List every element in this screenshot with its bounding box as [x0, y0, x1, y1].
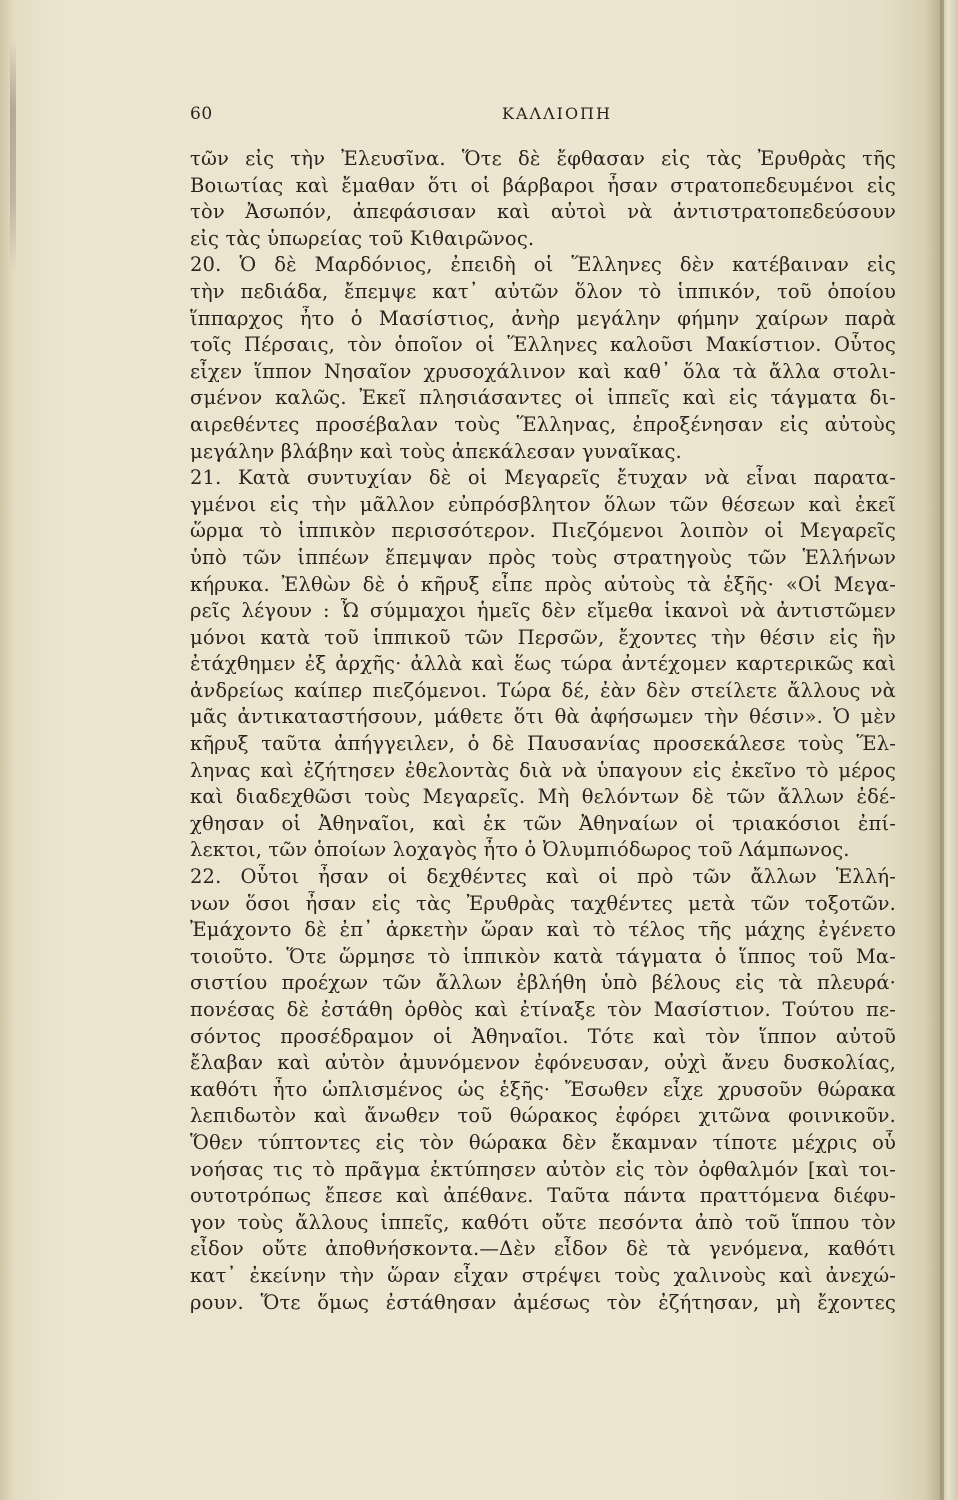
text-line: 22. Οὗτοι ἦσαν οἱ δεχθέντες καὶ οἱ πρὸ τῶν ἄλλων Ἑλλή- [190, 865, 896, 889]
text-line: τὸν Ἀσωπόν, ἀπεφάσισαν καὶ αὐτοὶ νὰ ἀντιστρατοπεδεύσουν [190, 200, 896, 224]
text-line: ἀνδρείως καίπερ πιεζόμενοι. Τώρα δέ, ἐὰν δὲν στείλετε ἄλλους νὰ [190, 678, 896, 702]
page-header [190, 104, 890, 132]
text-line: σόντος προσέδραμον οἱ Ἀθηναῖοι. Τότε καὶ τὸν ἵππον αὐτοῦ [190, 1024, 896, 1048]
text-line: 21. Κατὰ συντυχίαν δὲ οἱ Μεγαρεῖς ἔτυχαν νὰ εἶναι παρατα- [190, 466, 896, 490]
text-line: καθότι ἦτο ὡπλισμένος ὡς ἑξῆς· Ἔσωθεν εἶχε χρυσοῦν θώρακα [190, 1077, 896, 1101]
text-line: τοιοῦτο. Ὅτε ὥρμησε τὸ ἱππικὸν κατὰ τάγματα ὁ ἵππος τοῦ Μα- [190, 944, 896, 968]
text-line: κήρυκα. Ἐλθὼν δὲ ὁ κῆρυξ εἶπε πρὸς αὐτοὺς τὰ ἑξῆς· «Οἱ Μεγα- [190, 572, 896, 596]
running-title: ΚΑΛΛΙΟΠΗ [502, 104, 612, 123]
text-line: γμένοι εἰς τὴν μᾶλλον εὐπρόσβλητον ὅλων τῶν θέσεων καὶ ἐκεῖ [190, 492, 896, 516]
text-line: χθησαν οἱ Ἀθηναῖοι, καὶ ἐκ τῶν Ἀθηναίων οἱ τριακόσιοι ἐπί- [190, 811, 896, 835]
text-line: τῶν εἰς τὴν Ἐλευσῖνα. Ὅτε δὲ ἔφθασαν εἰς τὰς Ἐρυθρὰς τῆς [190, 147, 896, 170]
text-line: σιστίου προέχων τῶν ἄλλων ἐβλήθη ὑπὸ βέλους εἰς τὰ πλευρά· [190, 971, 896, 995]
text-line: κῆρυξ ταῦτα ἀπήγγειλεν, ὁ δὲ Παυσανίας προσεκάλεσε τοὺς Ἕλ- [190, 732, 896, 756]
text-line: εἶδον οὔτε ἀποθνήσκοντα.—Δὲν εἶδον δὲ τὰ γενόμενα, καθότι [190, 1237, 896, 1261]
text-line: 20. Ὁ δὲ Μαρδόνιος, ἐπειδὴ οἱ Ἕλληνες δὲν κατέβαιναν εἰς [190, 253, 896, 277]
text-line: λεπιδωτὸν καὶ ἄνωθεν τοῦ θώρακος ἐφόρει χιτῶνα φοινικοῦν. [190, 1104, 896, 1128]
text-line: εἰς τὰς ὑπωρείας τοῦ Κιθαιρῶνος. [190, 226, 535, 250]
text-line: ὑπὸ τῶν ἱππέων ἔπεμψαν πρὸς τοὺς στρατηγοὺς τῶν Ἑλλήνων [190, 545, 896, 569]
binding-edge [940, 0, 944, 1500]
text-line: γον τοὺς ἄλλους ἱππεῖς, καθότι οὔτε πεσόντα ἀπὸ τοῦ ἵππου τὸν [190, 1210, 896, 1234]
text-line: εἶχεν ἵππον Νησαῖον χρυσοχάλινον καὶ καθ᾽ ὅλα τὰ ἄλλα στολι- [190, 359, 896, 383]
text-line: μόνοι κατὰ τοῦ ἱππικοῦ τῶν Περσῶν, ἔχοντες τὴν θέσιν εἰς ἣν [190, 625, 896, 649]
text-line: μᾶς ἀντικαταστήσουν, μάθετε ὅτι θὰ ἀφήσωμεν τὴν θέσιν». Ὁ μὲν [190, 705, 896, 729]
text-line: ρουν. Ὅτε ὅμως ἐστάθησαν ἀμέσως τὸν ἐζήτησαν, μὴ ἔχοντες [190, 1290, 896, 1314]
text-line: ρεῖς λέγουν : Ὦ σύμμαχοι ἡμεῖς δὲν εἴμεθα ἱκανοὶ νὰ ἀντιστῶμεν [190, 599, 896, 623]
text-line: ουτοτρόπως ἔπεσε καὶ ἀπέθανε. Ταῦτα πάντα πραττόμενα διέφυ- [190, 1184, 896, 1208]
text-line: ὥρμα τὸ ἱππικὸν περισσότερον. Πιεζόμενοι λοιπὸν οἱ Μεγαρεῖς [190, 519, 896, 543]
body-text [190, 146, 896, 1326]
text-line: τοῖς Πέρσαις, τὸν ὁποῖον οἱ Ἕλληνες καλοῦσι Μακίστιον. Οὗτος [190, 333, 896, 357]
text-line: Ἐμάχοντο δὲ ἐπ᾽ ἀρκετὴν ὥραν καὶ τὸ τέλος τῆς μάχης ἐγένετο [190, 918, 896, 942]
text-line: Βοιωτίας καὶ ἔμαθαν ὅτι οἱ βάρβαροι ἦσαν στρατοπεδευμένοι εἰς [190, 173, 896, 197]
text-line: σμένον καλῶς. Ἐκεῖ πλησιάσαντες οἱ ἱππεῖς καὶ εἰς τάγματα δι- [190, 386, 896, 410]
text-line: κατ᾽ ἐκείνην τὴν ὥραν εἶχαν στρέψει τοὺς χαλινοὺς καὶ ἀνεχώ- [190, 1263, 896, 1287]
text-line: πονέσας δὲ ἐστάθη ὀρθὸς καὶ ἐτίναξε τὸν Μασίστιον. Τούτου πε- [190, 998, 896, 1021]
text-line: νων ὅσοι ἦσαν εἰς τὰς Ἐρυθρὰς ταχθέντες μετὰ τῶν τοξοτῶν. [190, 891, 896, 915]
text-line: ἵππαρχος ἦτο ὁ Μασίστιος, ἀνὴρ μεγάλην φήμην χαίρων παρὰ [190, 306, 896, 330]
text-line: Ὅθεν τύπτοντες εἰς τὸν θώρακα δὲν ἔκαμναν τίποτε μέχρις οὗ [190, 1130, 896, 1154]
text-line: ληνας καὶ ἐζήτησεν ἐθελοντὰς διὰ νὰ ὑπαγουν εἰς ἐκεῖνο τὸ μέρος [190, 758, 896, 782]
text-line: νοήσας τις τὸ πρᾶγμα ἐκτύπησεν αὐτὸν εἰς τὸν ὀφθαλμόν [καὶ τοι- [190, 1157, 896, 1181]
page-number: 60 [190, 104, 213, 124]
text-line: λεκτοι, τῶν ὁποίων λοχαγὸς ἦτο ὁ Ὀλυμπιόδωρος τοῦ Λάμπωνος. [190, 838, 850, 862]
text-line: τὴν πεδιάδα, ἔπεμψε κατ᾽ αὐτῶν ὅλον τὸ ἱππικόν, τοῦ ὁποίου [190, 279, 896, 303]
text-line: ἐτάχθημεν ἐξ ἀρχῆς· ἀλλὰ καὶ ἕως τώρα ἀντέχομεν καρτερικῶς καὶ [190, 652, 896, 676]
text-line: ἔλαβαν καὶ αὐτὸν ἀμυνόμενον ἐφόνευσαν, οὐχὶ ἄνευ δυσκολίας, [190, 1051, 896, 1075]
text-line: καὶ διαδεχθῶσι τοὺς Μεγαρεῖς. Μὴ θελόντων δὲ τῶν ἄλλων ἐδέ- [190, 785, 896, 809]
spine-shadow [10, 40, 16, 270]
text-line: αιρεθέντες προσέβαλαν τοὺς Ἕλληνας, ἐπροξένησαν εἰς αὐτοὺς [190, 412, 896, 436]
text-line: μεγάλην βλάβην καὶ τοὺς ἀπεκάλεσαν γυναῖκας. [190, 439, 682, 463]
